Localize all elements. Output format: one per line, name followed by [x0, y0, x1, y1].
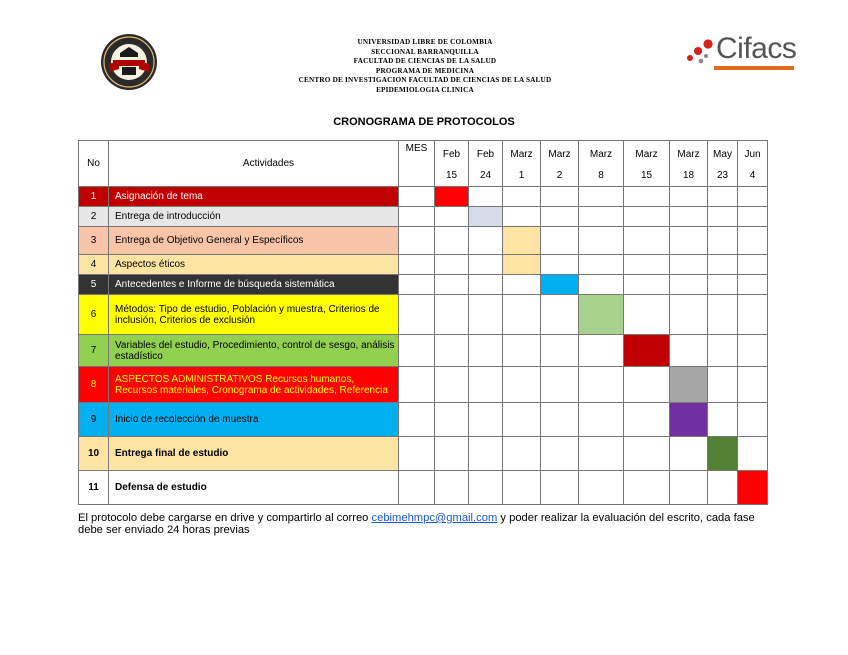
col-header-activities: Actividades: [109, 141, 399, 187]
row-number: 7: [79, 335, 109, 367]
schedule-cell: [469, 437, 503, 471]
schedule-cell: [579, 275, 624, 295]
schedule-cell: [435, 275, 469, 295]
activity-name: ASPECTOS ADMINISTRATIVOS Recursos humanos, Recursos materiales, Cronograma de actividades, Referencia: [109, 367, 399, 403]
schedule-cell: [738, 255, 768, 275]
header-line: UNIVERSIDAD LIBRE DE COLOMBIA: [357, 38, 493, 46]
schedule-cell: [399, 335, 435, 367]
row-number: 1: [79, 187, 109, 207]
schedule-cell: [503, 275, 541, 295]
date-header-3: [503, 141, 541, 187]
footer-text-before: El protocolo debe cargarse en drive y compartirlo al correo: [78, 512, 372, 524]
schedule-cell: [579, 471, 624, 505]
email-link[interactable]: cebimehmpc@gmail.com: [371, 512, 498, 524]
schedule-cell: [399, 367, 435, 403]
schedule-table: [78, 140, 768, 505]
schedule-cell: [541, 335, 579, 367]
schedule-cell: [435, 207, 469, 227]
schedule-cell: [469, 367, 503, 403]
activity-name: Métodos: Tipo de estudio, Población y muestra, Criterios de inclusión, Criterios de exclusión: [109, 295, 399, 335]
col-header-no: No: [79, 141, 109, 187]
schedule-cell: [469, 335, 503, 367]
activity-name: Entrega final de estudio: [109, 437, 399, 471]
date-day: 15: [445, 169, 458, 181]
schedule-cell: [708, 335, 738, 367]
row-number: 4: [79, 255, 109, 275]
schedule-cell: [503, 403, 541, 437]
table-row: [79, 227, 768, 255]
date-header-9: [738, 141, 768, 187]
header-line: PROGRAMA DE MEDICINA: [375, 66, 475, 75]
row-number: 10: [79, 437, 109, 471]
date-header-4: [541, 141, 579, 187]
table-row: [79, 295, 768, 335]
schedule-cell: [435, 227, 469, 255]
date-day: 23: [716, 169, 729, 181]
schedule-cell: [708, 295, 738, 335]
schedule-cell: [708, 187, 738, 207]
schedule-cell: [469, 227, 503, 255]
schedule-cell: [435, 437, 469, 471]
schedule-cell: [503, 335, 541, 367]
date-day: 4: [749, 169, 756, 181]
schedule-cell: [670, 437, 708, 471]
university-seal-logo: [100, 33, 158, 91]
schedule-cell: [579, 207, 624, 227]
table-row: [79, 335, 768, 367]
schedule-cell: [579, 437, 624, 471]
date-header-6: [624, 141, 670, 187]
schedule-cell: [738, 335, 768, 367]
institution-header: [240, 38, 610, 96]
table-row: [79, 207, 768, 227]
date-header-8: [708, 141, 738, 187]
schedule-cell-filled: [435, 187, 469, 207]
schedule-cell: [435, 471, 469, 505]
schedule-cell: [624, 367, 670, 403]
schedule-cell: [708, 403, 738, 437]
schedule-cell: [399, 207, 435, 227]
activity-name: Inicio de recolección de muestra: [109, 403, 399, 437]
schedule-cell-filled: [670, 367, 708, 403]
schedule-cell: [624, 227, 670, 255]
schedule-cell: [503, 207, 541, 227]
schedule-cell: [624, 187, 670, 207]
schedule-cell: [738, 403, 768, 437]
schedule-cell: [541, 227, 579, 255]
table-row: [79, 255, 768, 275]
schedule-cell: [738, 367, 768, 403]
col-header-mes: MES: [399, 141, 435, 187]
schedule-cell: [503, 187, 541, 207]
schedule-cell: [469, 471, 503, 505]
activity-name: Defensa de estudio: [109, 471, 399, 505]
cifacs-wordmark: Cifacs: [716, 32, 797, 65]
table-row: [79, 275, 768, 295]
date-day: 18: [682, 169, 695, 181]
schedule-cell: [541, 295, 579, 335]
header-line: SECCIONAL BARRANQUILLA: [371, 47, 479, 56]
schedule-cell: [399, 275, 435, 295]
schedule-cell-filled: [708, 437, 738, 471]
date-day: 24: [479, 169, 492, 181]
date-month: May: [713, 148, 732, 160]
row-number: 5: [79, 275, 109, 295]
schedule-cell: [708, 255, 738, 275]
table-row: [79, 403, 768, 437]
schedule-cell: [738, 275, 768, 295]
row-number: 11: [79, 471, 109, 505]
date-header-2: [469, 141, 503, 187]
schedule-cell: [541, 437, 579, 471]
schedule-cell-filled: [469, 207, 503, 227]
schedule-cell: [624, 207, 670, 227]
schedule-cell: [624, 437, 670, 471]
date-day: 8: [598, 169, 604, 181]
schedule-cell: [541, 255, 579, 275]
schedule-cell: [738, 187, 768, 207]
schedule-cell: [399, 403, 435, 437]
schedule-cell: [738, 207, 768, 227]
date-header-7: [670, 141, 708, 187]
schedule-cell: [541, 207, 579, 227]
date-month: Feb: [442, 148, 461, 160]
schedule-cell: [624, 471, 670, 505]
schedule-cell: [738, 295, 768, 335]
schedule-cell: [469, 187, 503, 207]
schedule-cell: [503, 367, 541, 403]
row-number: 6: [79, 295, 109, 335]
schedule-cell: [469, 255, 503, 275]
date-month: Marz: [589, 148, 613, 160]
cifacs-logo: [686, 28, 798, 76]
row-number: 2: [79, 207, 109, 227]
date-month: Feb: [476, 148, 495, 160]
schedule-cell: [541, 187, 579, 207]
schedule-cell: [503, 437, 541, 471]
schedule-cell: [435, 295, 469, 335]
date-month: Marz: [677, 148, 700, 160]
schedule-cell: [708, 227, 738, 255]
schedule-cell: [738, 437, 768, 471]
schedule-cell: [738, 227, 768, 255]
schedule-cell: [579, 255, 624, 275]
schedule-cell: [708, 275, 738, 295]
schedule-cell-filled: [738, 471, 768, 505]
schedule-cell: [670, 255, 708, 275]
schedule-cell: [541, 403, 579, 437]
header-line: FACULTAD DE CIENCIAS DE LA SALUD: [353, 57, 497, 66]
activity-name: Asignación de tema: [109, 187, 399, 207]
activity-name: Antecedentes e Informe de búsqueda sistemática: [109, 275, 399, 295]
date-month: Marz: [510, 148, 533, 160]
schedule-cell: [399, 295, 435, 335]
schedule-cell: [624, 255, 670, 275]
schedule-cell: [624, 295, 670, 335]
date-month: Marz: [548, 148, 571, 160]
schedule-cell: [579, 187, 624, 207]
schedule-cell-filled: [670, 403, 708, 437]
table-header-row: [79, 141, 768, 187]
schedule-cell: [708, 367, 738, 403]
schedule-cell: [469, 275, 503, 295]
schedule-cell: [399, 187, 435, 207]
schedule-cell: [435, 403, 469, 437]
footer-note: [78, 512, 778, 536]
schedule-cell: [708, 471, 738, 505]
date-header-5: [579, 141, 624, 187]
schedule-cell: [469, 295, 503, 335]
schedule-cell: [670, 335, 708, 367]
schedule-cell: [670, 295, 708, 335]
schedule-cell: [624, 403, 670, 437]
table-row: [79, 437, 768, 471]
header-line: EPIDEMIOLOGIA CLINICA: [376, 85, 474, 94]
schedule-cell: [670, 275, 708, 295]
schedule-cell: [469, 403, 503, 437]
schedule-cell: [579, 335, 624, 367]
schedule-cell-filled: [503, 255, 541, 275]
document-title: CRONOGRAMA DE PROTOCOLOS: [333, 116, 515, 128]
table-row: [79, 367, 768, 403]
date-day: 1: [518, 169, 525, 181]
activity-name: Aspectos éticos: [109, 255, 399, 275]
schedule-cell: [670, 227, 708, 255]
schedule-cell-filled: [579, 295, 624, 335]
header-line: CENTRO DE INVESTIGACION FACULTAD DE CIENCIAS DE LA SALUD: [298, 76, 552, 85]
table-row: [79, 187, 768, 207]
schedule-cell: [579, 403, 624, 437]
table-row: [79, 471, 768, 505]
row-number: 3: [79, 227, 109, 255]
date-month: Jun: [744, 148, 761, 160]
row-number: 8: [79, 367, 109, 403]
activity-name: Entrega de Objetivo General y Específicos: [109, 227, 399, 255]
schedule-cell: [708, 207, 738, 227]
schedule-cell: [670, 187, 708, 207]
schedule-cell: [435, 335, 469, 367]
schedule-cell: [399, 227, 435, 255]
date-day: 2: [556, 169, 563, 181]
schedule-cell: [670, 471, 708, 505]
date-header-1: [435, 141, 469, 187]
schedule-cell: [435, 367, 469, 403]
activity-name: Variables del estudio, Procedimiento, control de sesgo, análisis estadístico: [109, 335, 399, 367]
schedule-cell: [399, 471, 435, 505]
schedule-cell-filled: [624, 335, 670, 367]
row-number: 9: [79, 403, 109, 437]
schedule-cell-filled: [541, 275, 579, 295]
schedule-cell: [503, 295, 541, 335]
schedule-cell: [670, 207, 708, 227]
schedule-cell: [541, 367, 579, 403]
footer-text-after: y poder realizar la evaluación del escrito, cada fase debe ser enviado 24 horas previas: [78, 512, 755, 536]
date-day: 15: [640, 169, 653, 181]
schedule-cell: [624, 275, 670, 295]
activity-name: Entrega de introducción: [109, 207, 399, 227]
schedule-cell: [541, 471, 579, 505]
schedule-cell: [579, 227, 624, 255]
schedule-cell: [399, 437, 435, 471]
schedule-cell-filled: [503, 227, 541, 255]
schedule-cell: [579, 367, 624, 403]
date-month: Marz: [635, 148, 658, 160]
schedule-cell: [399, 255, 435, 275]
schedule-cell: [435, 255, 469, 275]
schedule-cell: [503, 471, 541, 505]
